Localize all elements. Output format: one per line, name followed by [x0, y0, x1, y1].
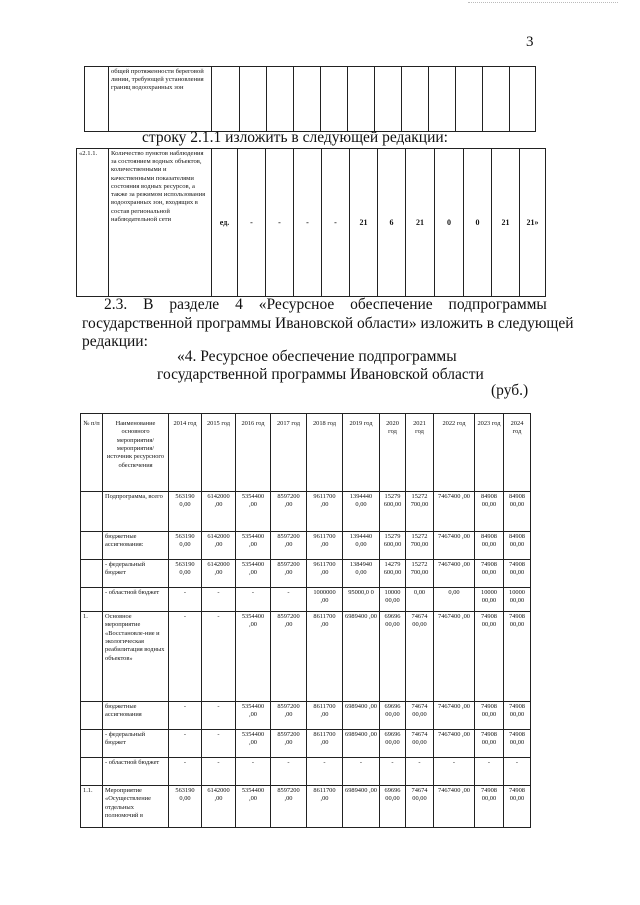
cell-value: 14279 600,00	[380, 560, 406, 588]
header-year: 2023 год	[475, 414, 504, 492]
cell-value: 1394440 0,00	[343, 492, 380, 532]
cell-value: 6989400 ,00	[343, 612, 380, 702]
header-year: 2020 год	[380, 414, 406, 492]
cell-value: 10000 00,00	[380, 588, 406, 612]
cell-value: 5354400 ,00	[236, 492, 271, 532]
header-name: Наименование основного мероприятия/ мероприятия/ источник ресурсного обеспечения	[103, 414, 169, 492]
cell-value: 9611700 ,00	[307, 560, 343, 588]
row-number: 1.	[81, 612, 103, 702]
header-year: 2021 год	[406, 414, 434, 492]
row-name: Основное мероприятие «Восстановле-ние и экологическая реабилитация водных объектов»	[103, 612, 169, 702]
cell-value: 0,00	[406, 588, 434, 612]
page-number: 3	[526, 34, 534, 50]
row-number	[81, 560, 103, 588]
cell-value: 7467400 ,00	[434, 492, 475, 532]
row-name: - областной бюджет	[103, 758, 169, 786]
cell-value: 9611700 ,00	[307, 532, 343, 560]
cell-value: -	[169, 730, 202, 758]
cell-value: 74908 00,00	[504, 786, 531, 828]
cell-value: 74674 00,00	[406, 702, 434, 730]
header-year: 2018 год	[307, 414, 343, 492]
section-23-line3: редакции:	[82, 333, 148, 350]
header-year: 2016 год	[236, 414, 271, 492]
row-name: Количество пунктов наблюдения за состоянием водных объектов, количественными и качественными показателями состояния водных ресурсов, а также за режимом использования водоохранных зон, входящих в состав региональной наблюдательной сети	[109, 149, 212, 297]
cell-value: -	[202, 730, 236, 758]
cell-value: 74674 00,00	[406, 786, 434, 828]
cell-value: 69696 00,00	[380, 702, 406, 730]
cell-value: -	[504, 758, 531, 786]
cell-value: 15272 700,00	[406, 560, 434, 588]
cell-value: 15279 600,00	[380, 492, 406, 532]
cell-value: -	[202, 612, 236, 702]
row-name: - областной бюджет	[103, 588, 169, 612]
cell-value: 7467400 ,00	[434, 560, 475, 588]
section-23-line1: 2.3. В разделе 4 «Ресурсное обеспечение подпрограммы	[104, 296, 547, 313]
cell-value: 74908 00,00	[504, 702, 531, 730]
cell-value: 8611700 ,00	[307, 702, 343, 730]
cell-value: -	[202, 758, 236, 786]
cell-value: -	[271, 588, 307, 612]
resource-table	[80, 413, 531, 828]
cell-value: -	[169, 612, 202, 702]
cell-value: 7467400 ,00	[434, 702, 475, 730]
table-row: «2.1.1. Количество пунктов наблюдения за состоянием водных объектов, количественными и качественными показателями состояния водных ресурсов, а также за режимом использования водоохранных зон, входящих в состав региональной наблюдательной сети ед. - - - - 21 6 21 0 0 21 21»	[77, 149, 546, 297]
row-name: бюджетные ассигнования	[103, 702, 169, 730]
cell-value: 74908 00,00	[475, 702, 504, 730]
cell-value: 563190 0,00	[169, 786, 202, 828]
cell-value: 5354400 ,00	[236, 786, 271, 828]
table-row	[81, 786, 531, 828]
cell-value: 7467400 ,00	[434, 730, 475, 758]
row-number	[81, 588, 103, 612]
cell-value: 15272 700,00	[406, 532, 434, 560]
scan-artifact	[468, 2, 618, 9]
cell-value: 74908 00,00	[504, 730, 531, 758]
cell-value: 74674 00,00	[406, 612, 434, 702]
cell-value: -	[271, 758, 307, 786]
cell-value: -	[202, 702, 236, 730]
table-row	[81, 612, 531, 702]
cell-value: 74674 00,00	[406, 730, 434, 758]
cell-value: 6142000 ,00	[202, 786, 236, 828]
cell-value: 8611700 ,00	[307, 730, 343, 758]
cell-value: 74908 00,00	[475, 560, 504, 588]
cell-value: 84908 00,00	[475, 532, 504, 560]
cell-value: -	[236, 588, 271, 612]
row-name: Подпрограмма, всего	[103, 492, 169, 532]
cell-value: 5354400 ,00	[236, 730, 271, 758]
cell-value: 7467400 ,00	[434, 532, 475, 560]
cell-value: 6989400 ,00	[343, 702, 380, 730]
cell-value: -	[406, 758, 434, 786]
cell-value: 563190 0,00	[169, 532, 202, 560]
cell-value: 69696 00,00	[380, 730, 406, 758]
cell-value: 84908 00,00	[475, 492, 504, 532]
cell-value: 1384940 0,00	[343, 560, 380, 588]
row-number: 1.1.	[81, 786, 103, 828]
cell-value: 8597200 ,00	[271, 702, 307, 730]
cell-value: 74908 00,00	[475, 730, 504, 758]
cell-value: 10000 00,00	[504, 588, 531, 612]
unit-label: (руб.)	[491, 382, 529, 399]
row-number: «2.1.1.	[77, 149, 109, 297]
header-num: № п/п	[81, 414, 103, 492]
table-row-211	[76, 148, 546, 297]
table-row	[81, 730, 531, 758]
table-row	[81, 492, 531, 532]
header-year: 2024 год	[504, 414, 531, 492]
cell-value: 74908 00,00	[475, 612, 504, 702]
cell-value: 8597200 ,00	[271, 492, 307, 532]
cell-value: 563190 0,00	[169, 560, 202, 588]
row-name: Мероприятие «Осуществление отдельных полномочий в	[103, 786, 169, 828]
cell-value: 95000,0 0	[343, 588, 380, 612]
row-name: - федеральный бюджет	[103, 730, 169, 758]
cell-value: 8597200 ,00	[271, 532, 307, 560]
header-year: 2014 год	[169, 414, 202, 492]
cell-value: 6142000 ,00	[202, 532, 236, 560]
section-23-line2: государственной программы Ивановской области» изложить в следующей	[82, 315, 574, 332]
header-year: 2019 год	[343, 414, 380, 492]
header-year: 2017 год	[271, 414, 307, 492]
intro-text: строку 2.1.1 изложить в следующей редакции:	[142, 129, 448, 146]
cell-value: 5354400 ,00	[236, 702, 271, 730]
table-row	[81, 532, 531, 560]
cell-value: 7467400 ,00	[434, 786, 475, 828]
row-number	[81, 702, 103, 730]
cell-value: -	[343, 758, 380, 786]
row-number	[81, 730, 103, 758]
cell-value: -	[307, 758, 343, 786]
table-row	[81, 758, 531, 786]
cell-value: 8597200 ,00	[271, 560, 307, 588]
row-number	[81, 532, 103, 560]
cell-value: 5354400 ,00	[236, 612, 271, 702]
cell-value: 7467400 ,00	[434, 612, 475, 702]
row-name: общей протяженности береговой линии, требующей установления границ водоохранных зон	[109, 67, 212, 132]
cell-value: 74908 00,00	[475, 786, 504, 828]
cell-value: 84908 00,00	[504, 532, 531, 560]
cell-value: 84908 00,00	[504, 492, 531, 532]
cell-value: 1394440 0,00	[343, 532, 380, 560]
cell-value: 6142000 ,00	[202, 560, 236, 588]
cell-value: 9611700 ,00	[307, 492, 343, 532]
cell-value: 74908 00,00	[504, 560, 531, 588]
cell-value: -	[202, 588, 236, 612]
cell-value: 8611700 ,00	[307, 786, 343, 828]
cell-value: 6989400 ,00	[343, 786, 380, 828]
row-name: - федеральный бюджет	[103, 560, 169, 588]
cell-value: -	[434, 758, 475, 786]
cell-value: 563190 0,00	[169, 492, 202, 532]
cell-value: 69696 00,00	[380, 786, 406, 828]
cell-value: 6989400 ,00	[343, 730, 380, 758]
row-number	[81, 492, 103, 532]
cell-value: 5354400 ,00	[236, 560, 271, 588]
cell-value: -	[475, 758, 504, 786]
row-name: бюджетные ассигнования:	[103, 532, 169, 560]
row-number	[81, 758, 103, 786]
cell-value: -	[169, 758, 202, 786]
cell-value: -	[236, 758, 271, 786]
table-header-row	[81, 414, 531, 492]
cell-value: -	[380, 758, 406, 786]
cell-value: 69696 00,00	[380, 612, 406, 702]
cell-value: 15279 600,00	[380, 532, 406, 560]
cell-value: -	[169, 588, 202, 612]
cell-value: 6142000 ,00	[202, 492, 236, 532]
table-row	[81, 588, 531, 612]
cell-value: 15272 700,00	[406, 492, 434, 532]
header-year: 2015 год	[202, 414, 236, 492]
cell-value: 8611700 ,00	[307, 612, 343, 702]
cell-value: 10000 00,00	[475, 588, 504, 612]
cell-value: -	[169, 702, 202, 730]
table-row	[81, 702, 531, 730]
cell-value: 0,00	[434, 588, 475, 612]
cell-value: 8597200 ,00	[271, 786, 307, 828]
cell-value: 5354400 ,00	[236, 532, 271, 560]
table-row	[81, 560, 531, 588]
section-title-line1: «4. Ресурсное обеспечение подпрограммы	[177, 348, 457, 365]
cell-value: 8597200 ,00	[271, 730, 307, 758]
table-fragment-top	[84, 66, 536, 132]
cell-value: 74908 00,00	[504, 612, 531, 702]
row-unit: ед.	[212, 149, 238, 297]
table-row	[85, 67, 536, 132]
section-title-line2: государственной программы Ивановской области	[157, 366, 484, 383]
cell-value: 8597200 ,00	[271, 612, 307, 702]
cell-value: 1000000 ,00	[307, 588, 343, 612]
header-year: 2022 год	[434, 414, 475, 492]
